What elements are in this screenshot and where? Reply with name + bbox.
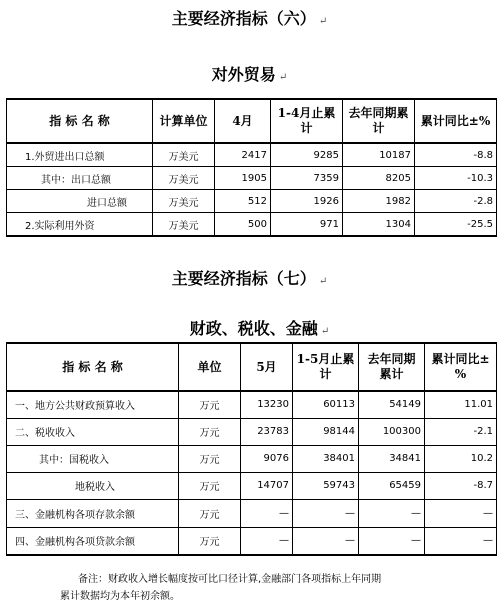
row-cumulative: —	[293, 499, 359, 527]
footnote-line-2: 累计数据均为本年初余额。	[60, 591, 180, 602]
header-unit: 计算单位	[153, 99, 215, 143]
header-last-year: 去年同期累计	[359, 343, 425, 391]
row-change: -8.7	[425, 472, 497, 499]
row-unit: 万元	[179, 527, 241, 555]
table-row	[7, 418, 497, 445]
row-cumulative: 1926	[271, 190, 343, 213]
row-last-year: 10187	[343, 143, 415, 167]
row-month: 1905	[215, 167, 271, 190]
table-row	[7, 143, 497, 167]
row-unit: 万美元	[153, 143, 215, 167]
row-change: -8.8	[415, 143, 497, 167]
row-month: 13230	[241, 391, 293, 418]
row-name: 其中：出口总额	[7, 167, 153, 190]
table-row	[7, 190, 497, 213]
row-name: 三、金融机构各项存款余额	[7, 499, 179, 527]
row-name: 1.外贸进出口总额	[7, 143, 153, 167]
header-name: 指 标 名 称	[7, 99, 153, 143]
header-change: 累计同比±%	[425, 343, 497, 391]
table-row	[7, 472, 497, 499]
header-month: 4月	[215, 99, 271, 143]
section1-subtitle: 对外贸易 ↵	[211, 65, 288, 84]
row-month: 23783	[241, 418, 293, 445]
row-name: 一、地方公共财政预算收入	[7, 391, 179, 418]
row-unit: 万元	[179, 472, 241, 499]
row-month: 14707	[241, 472, 293, 499]
trade-table	[6, 98, 497, 237]
table-row	[7, 499, 497, 527]
section2-title: 主要经济指标（七） ↵	[171, 269, 328, 288]
row-change: -2.8	[415, 190, 497, 213]
row-last-year: 65459	[359, 472, 425, 499]
row-change: 10.2	[425, 445, 497, 472]
row-name: 进口总额	[7, 190, 153, 213]
row-month: 512	[215, 190, 271, 213]
header-name: 指 标 名 称	[7, 343, 179, 391]
footnote-line-1: 备注：财政收入增长幅度按可比口径计算,金融部门各项指标上年同期	[78, 574, 382, 585]
table-row	[7, 167, 497, 190]
row-name: 2.实际利用外资	[7, 213, 153, 237]
row-unit: 万美元	[153, 190, 215, 213]
row-last-year: 1304	[343, 213, 415, 237]
row-unit: 万元	[179, 418, 241, 445]
row-change: 11.01	[425, 391, 497, 418]
table-row	[7, 445, 497, 472]
row-last-year: —	[359, 499, 425, 527]
header-unit: 单位	[179, 343, 241, 391]
row-change: -10.3	[415, 167, 497, 190]
row-change: —	[425, 527, 497, 555]
row-cumulative: 60113	[293, 391, 359, 418]
row-change: —	[425, 499, 497, 527]
row-change: -25.5	[415, 213, 497, 237]
row-unit: 万元	[179, 445, 241, 472]
row-last-year: —	[359, 527, 425, 555]
row-last-year: 54149	[359, 391, 425, 418]
header-cumulative: 1-5月止累计	[293, 343, 359, 391]
row-unit: 万元	[179, 391, 241, 418]
row-cumulative: —	[293, 527, 359, 555]
header-month: 5月	[241, 343, 293, 391]
table-row	[7, 391, 497, 418]
row-unit: 万元	[179, 499, 241, 527]
row-cumulative: 971	[271, 213, 343, 237]
row-cumulative: 38401	[293, 445, 359, 472]
section1-title: 主要经济指标（六） ↵	[171, 9, 328, 28]
row-month: 9076	[241, 445, 293, 472]
row-unit: 万美元	[153, 213, 215, 237]
table-row	[7, 213, 497, 237]
row-month: 2417	[215, 143, 271, 167]
row-last-year: 8205	[343, 167, 415, 190]
row-name: 四、金融机构各项贷款余额	[7, 527, 179, 555]
row-month: —	[241, 499, 293, 527]
header-cumulative: 1-4月止累计	[271, 99, 343, 143]
row-month: —	[241, 527, 293, 555]
footnote	[60, 571, 480, 605]
row-cumulative: 7359	[271, 167, 343, 190]
row-last-year: 1982	[343, 190, 415, 213]
row-name: 地税收入	[7, 472, 179, 499]
row-unit: 万美元	[153, 167, 215, 190]
row-cumulative: 98144	[293, 418, 359, 445]
row-change: -2.1	[425, 418, 497, 445]
row-month: 500	[215, 213, 271, 237]
row-cumulative: 9285	[271, 143, 343, 167]
finance-table	[6, 342, 497, 556]
section2-subtitle: 财政、税收、金融 ↵	[189, 319, 330, 338]
header-last-year: 去年同期累计	[343, 99, 415, 143]
row-name: 二、税收收入	[7, 418, 179, 445]
row-cumulative: 59743	[293, 472, 359, 499]
header-change: 累计同比±%	[415, 99, 497, 143]
row-last-year: 34841	[359, 445, 425, 472]
table-row	[7, 527, 497, 555]
row-name: 其中：国税收入	[7, 445, 179, 472]
row-last-year: 100300	[359, 418, 425, 445]
